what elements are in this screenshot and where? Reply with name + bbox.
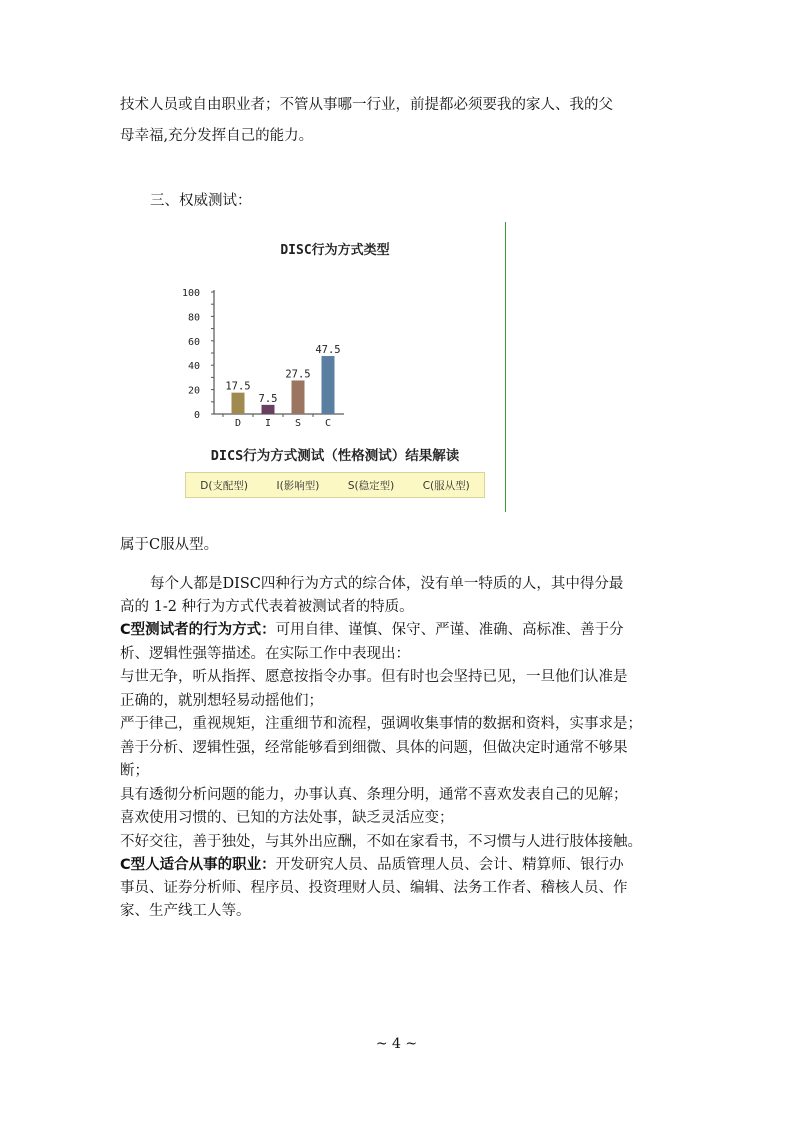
y-tick-label: 100 <box>181 288 200 299</box>
behavior-line: 与世无争，听从指挥、愿意按指令办事。但有时也会坚持已见，一旦他们认准是 <box>120 669 628 685</box>
career-line: 开发研究人员、品质管理人员、会计、精算师、银行办 <box>275 857 624 873</box>
y-tick-label: 80 <box>187 312 200 324</box>
bar-D <box>232 393 245 414</box>
x-tick-label: C <box>324 418 332 429</box>
behavior-line: 析、逻辑性强等描述。在实际工作中表现出： <box>120 645 410 662</box>
legend-item-s: S(稳定型) <box>347 479 395 492</box>
behavior-line: 喜欢使用习惯的、已知的方法处事，缺乏灵活应变； <box>120 810 454 826</box>
behavior-line: 严于律己，重视规矩，注重细节和流程，强调收集事情的数据和资料，实事求是； <box>120 716 642 732</box>
chart-title: DISC行为方式类型 <box>280 243 390 258</box>
bar-I <box>262 405 275 414</box>
behavior-line: 善于分析、逻辑性强，经常能够看到细微、具体的问题，但做决定时通常不够果 <box>120 739 628 756</box>
intro-line: 技术人员或自由职业者；不管从事哪一行业，前提都必须要我的家人、我的父 <box>120 97 613 113</box>
y-tick-label: 40 <box>187 361 200 373</box>
career-line: 事员、证券分析师、程序员、投资理财人员、编辑、法务工作者、稽核人员、作 <box>120 880 628 896</box>
result-text: 属于C服从型。 <box>120 537 219 553</box>
data-label: 17.5 <box>225 380 251 393</box>
x-tick-label: S <box>294 418 302 429</box>
data-label: 47.5 <box>315 344 341 357</box>
paragraph-line: 高的 1-2 种行为方式代表着被测试者的特质。 <box>120 599 414 615</box>
career-line: 家、生产线工人等。 <box>120 903 251 919</box>
intro-line: 母幸福,充分发挥自己的能力。 <box>120 128 314 144</box>
behavior-label: C型测试者的行为方式： <box>120 622 276 638</box>
section-heading: 三、权威测试： <box>150 193 252 209</box>
behavior-line: 不好交往，善于独处，与其外出应酬，不如在家看书，不习惯与人进行肢体接触。 <box>120 833 642 850</box>
x-tick-label: D <box>234 418 242 429</box>
bar-S <box>292 380 305 414</box>
y-tick-label: 60 <box>187 336 200 348</box>
page-number: ~ 4 ~ <box>375 1036 418 1052</box>
data-label: 7.5 <box>258 392 278 405</box>
paragraph-line: 每个人都是DISC四种行为方式的综合体，没有单一特质的人，其中得分最 <box>150 576 624 592</box>
behavior-line: 可用自律、谨慎、保守、严谨、准确、高标准、善于分 <box>275 622 624 638</box>
divider-line <box>505 222 506 512</box>
data-label: 27.5 <box>285 368 311 381</box>
y-tick-label: 20 <box>187 385 200 397</box>
legend-item-c: C(服从型) <box>422 479 470 492</box>
y-tick-label: 0 <box>193 410 200 421</box>
legend-item-d: D(支配型) <box>200 479 249 492</box>
legend-item-i: I(影响型) <box>276 479 320 492</box>
disc-chart <box>170 225 500 510</box>
behavior-line: 断； <box>120 763 149 779</box>
chart-subtitle: DICS行为方式测试（性格测试）结果解读 <box>210 448 460 464</box>
x-tick-label: I <box>264 418 272 429</box>
behavior-line: 正确的，就别想轻易动摇他们； <box>120 692 323 709</box>
behavior-line: 具有透彻分析问题的能力，办事认真、条理分明，通常不喜欢发表自己的见解； <box>120 786 628 803</box>
career-label: C型人适合从事的职业： <box>120 857 276 873</box>
chart-legend <box>185 472 485 498</box>
bar-C <box>322 356 335 414</box>
